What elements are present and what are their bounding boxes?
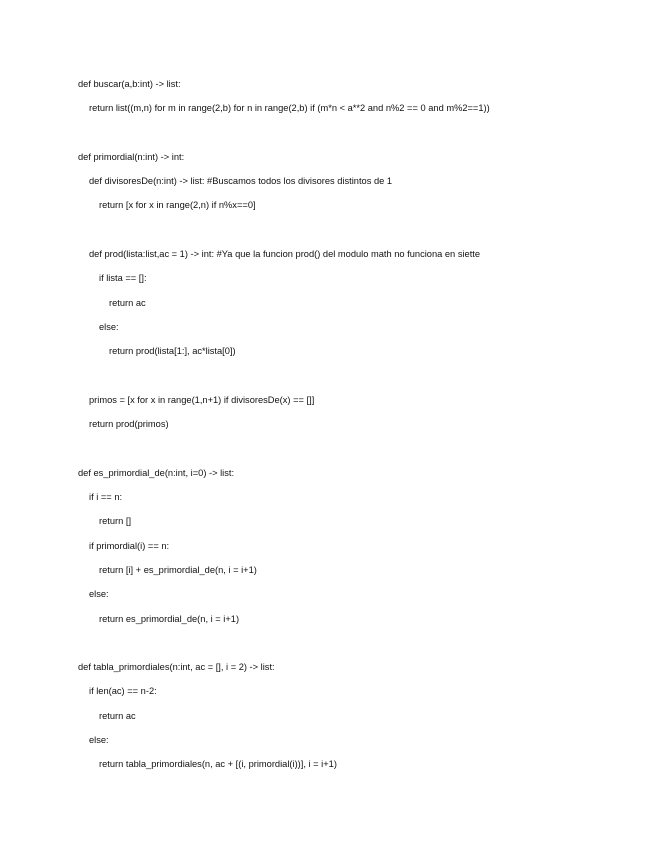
code-line: primos = [x for x in range(1,n+1) if divisoresDe(x) == []] bbox=[89, 394, 315, 405]
code-line: return [i] + es_primordial_de(n, i = i+1) bbox=[99, 564, 257, 575]
blank-line bbox=[78, 368, 618, 392]
blank-line bbox=[78, 635, 618, 659]
code-line: def primordial(n:int) -> int: bbox=[78, 151, 185, 162]
code-line: return [x for x in range(2,n) if n%x==0] bbox=[99, 200, 256, 211]
code-line: def divisoresDe(n:int) -> list: #Buscamos todos los divisores distintos de 1 bbox=[89, 176, 393, 187]
blank-line bbox=[78, 222, 618, 246]
code-line: return prod(primos) bbox=[89, 419, 169, 430]
code-line: if i == n: bbox=[89, 492, 123, 503]
code-line: return ac bbox=[109, 297, 146, 308]
code-line: return tabla_primordiales(n, ac + [(i, primordial(i))], i = i+1) bbox=[99, 759, 337, 770]
code-line: return [] bbox=[99, 516, 132, 527]
code-line: def buscar(a,b:int) -> list: bbox=[78, 79, 181, 89]
code-line: else: bbox=[89, 589, 109, 600]
code-line: if lista == []: bbox=[99, 273, 147, 284]
document-page bbox=[78, 76, 618, 781]
code-line: return es_primordial_de(n, i = i+1) bbox=[99, 613, 240, 624]
code-line: def prod(lista:list,ac = 1) -> int: #Ya que la funcion prod() del modulo math no funciona en siette bbox=[89, 249, 481, 260]
code-line: return ac bbox=[99, 710, 136, 721]
blank-line bbox=[78, 440, 618, 464]
code-line: def tabla_primordiales(n:int, ac = [], i = 2) -> list: bbox=[78, 662, 275, 673]
code-line: else: bbox=[99, 321, 119, 332]
code-line: def es_primordial_de(n:int, i=0) -> list: bbox=[78, 467, 235, 478]
code-line: if primordial(i) == n: bbox=[89, 540, 170, 551]
code-line: else: bbox=[89, 735, 109, 746]
code-line: return prod(lista[1:], ac*lista[0]) bbox=[109, 346, 236, 357]
blank-line bbox=[78, 125, 618, 149]
code-line: if len(ac) == n-2: bbox=[89, 686, 157, 697]
code-line: return list((m,n) for m in range(2,b) for n in range(2,b) if (m*n < a**2 and n%2 == 0 and m%2==1)) bbox=[89, 103, 490, 114]
